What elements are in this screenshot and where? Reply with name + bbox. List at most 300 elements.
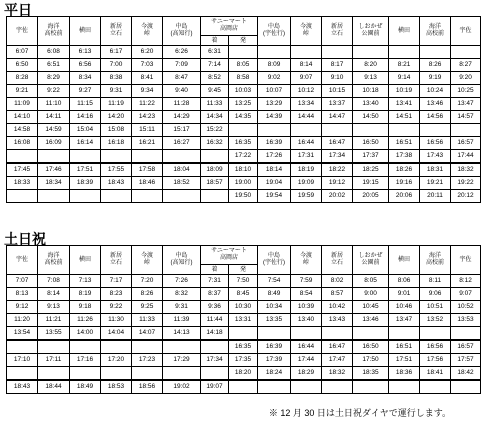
time-cell (132, 367, 163, 381)
time-cell: 17:22 (229, 150, 258, 164)
time-cell (229, 124, 258, 137)
time-cell: 19:54 (258, 190, 291, 203)
time-cell: 13:41 (389, 98, 420, 111)
column-header: 横田 (70, 17, 101, 46)
time-cell: 6:20 (132, 46, 163, 59)
table-row (7, 177, 481, 190)
time-cell: 17:51 (70, 163, 101, 177)
time-cell: 9:13 (353, 72, 389, 85)
time-cell: 8:17 (322, 59, 353, 72)
time-cell: 16:18 (101, 137, 132, 150)
time-cell: 13:47 (451, 98, 481, 111)
time-cell: 8:23 (101, 288, 132, 301)
time-cell: 13:46 (420, 98, 451, 111)
time-cell: 7:20 (132, 275, 163, 288)
time-cell (291, 380, 322, 394)
time-cell: 16:47 (322, 137, 353, 150)
time-cell: 8:45 (229, 288, 258, 301)
time-cell (451, 46, 481, 59)
time-cell: 10:42 (322, 301, 353, 314)
time-cell: 14:39 (258, 111, 291, 124)
time-cell: 7:26 (163, 275, 201, 288)
column-header: 中島 (宇佐行) (258, 17, 291, 46)
time-cell: 9:36 (201, 301, 229, 314)
table-row (7, 59, 481, 72)
time-cell: 9:22 (101, 301, 132, 314)
time-cell: 9:01 (389, 288, 420, 301)
time-cell: 8:20 (353, 59, 389, 72)
time-cell: 17:26 (258, 150, 291, 164)
time-cell: 7:13 (70, 275, 101, 288)
time-cell (420, 327, 451, 341)
time-cell: 7:00 (101, 59, 132, 72)
time-cell: 10:45 (353, 301, 389, 314)
time-cell: 8:26 (420, 59, 451, 72)
time-cell (70, 340, 101, 354)
time-cell: 9:31 (101, 85, 132, 98)
time-cell: 16:39 (258, 340, 291, 354)
column-header: 新居 立石 (322, 246, 353, 275)
time-cell: 7:07 (7, 275, 38, 288)
time-cell: 9:27 (70, 85, 101, 98)
time-cell: 17:43 (420, 150, 451, 164)
time-cell (38, 150, 70, 164)
arrive-header: 着 (201, 36, 229, 46)
time-cell: 10:07 (258, 85, 291, 98)
column-header: しおかぜ 公園前 (353, 246, 389, 275)
time-cell (322, 46, 353, 59)
time-cell: 18:29 (291, 367, 322, 381)
time-cell: 8:11 (420, 275, 451, 288)
column-header: 今渡 峠 (132, 246, 163, 275)
time-cell: 18:39 (70, 177, 101, 190)
time-cell: 14:18 (201, 327, 229, 341)
time-cell: 9:07 (451, 288, 481, 301)
time-cell (389, 46, 420, 59)
time-cell: 17:56 (420, 354, 451, 367)
time-cell: 15:22 (201, 124, 229, 137)
time-cell: 18:04 (163, 163, 201, 177)
time-cell: 11:28 (163, 98, 201, 111)
time-cell: 6:31 (201, 46, 229, 59)
table-row (7, 327, 481, 341)
time-cell: 17:23 (132, 354, 163, 367)
time-cell: 6:26 (163, 46, 201, 59)
table-row (7, 163, 481, 177)
table-row (7, 380, 481, 394)
time-cell (291, 124, 322, 137)
time-cell: 17:57 (451, 354, 481, 367)
column-header: 海洋 高校前 (420, 246, 451, 275)
time-cell (70, 367, 101, 381)
column-header: 新居 立石 (101, 246, 132, 275)
time-cell: 16:32 (201, 137, 229, 150)
time-cell: 8:02 (322, 275, 353, 288)
time-cell (291, 46, 322, 59)
time-cell: 16:39 (258, 137, 291, 150)
time-cell (38, 367, 70, 381)
time-cell: 13:40 (291, 314, 322, 327)
time-cell: 8:32 (163, 288, 201, 301)
time-cell: 8:06 (389, 275, 420, 288)
time-cell: 17:45 (7, 163, 38, 177)
time-cell: 18:57 (201, 177, 229, 190)
time-cell (38, 340, 70, 354)
time-cell: 14:35 (229, 111, 258, 124)
time-cell: 8:29 (38, 72, 70, 85)
time-cell: 17:10 (7, 354, 38, 367)
time-cell (132, 340, 163, 354)
column-header: 宇佐 (7, 246, 38, 275)
time-cell: 11:26 (70, 314, 101, 327)
time-cell: 13:31 (229, 314, 258, 327)
time-cell (353, 380, 389, 394)
time-cell: 13:43 (322, 314, 353, 327)
holiday-title: 土日祝 (4, 232, 46, 248)
time-cell: 9:10 (322, 72, 353, 85)
time-cell: 17:47 (322, 354, 353, 367)
time-cell: 7:54 (258, 275, 291, 288)
time-cell: 14:07 (132, 327, 163, 341)
time-cell: 17:39 (258, 354, 291, 367)
column-header: サニーマート 高岡店 (201, 246, 258, 265)
arrive-header: 着 (201, 265, 229, 275)
time-cell: 10:03 (229, 85, 258, 98)
time-cell: 17:20 (101, 354, 132, 367)
time-cell: 14:51 (389, 111, 420, 124)
time-cell: 17:50 (353, 354, 389, 367)
time-cell: 17:38 (389, 150, 420, 164)
time-cell: 8:13 (7, 288, 38, 301)
time-cell: 18:32 (322, 367, 353, 381)
time-cell: 11:20 (7, 314, 38, 327)
time-cell: 18:25 (353, 163, 389, 177)
time-cell: 6:13 (70, 46, 101, 59)
column-header: 宇佐 (7, 17, 38, 46)
column-header: 横田 (389, 17, 420, 46)
time-cell (451, 380, 481, 394)
time-cell (7, 367, 38, 381)
time-cell: 13:34 (291, 98, 322, 111)
table-row (7, 111, 481, 124)
table-row (7, 275, 481, 288)
time-cell: 18:53 (101, 380, 132, 394)
time-cell: 8:37 (201, 288, 229, 301)
column-header: 今渡 峠 (291, 17, 322, 46)
time-cell: 18:41 (420, 367, 451, 381)
column-header: 海洋 高校前 (38, 17, 70, 46)
time-cell: 9:07 (291, 72, 322, 85)
time-cell: 9:31 (163, 301, 201, 314)
time-cell: 11:15 (70, 98, 101, 111)
column-header: 海洋 高校前 (420, 17, 451, 46)
column-header: 新居 立石 (101, 17, 132, 46)
table-row (7, 190, 481, 203)
time-cell: 7:17 (101, 275, 132, 288)
time-cell: 13:35 (258, 314, 291, 327)
time-cell: 19:00 (229, 177, 258, 190)
table-row (7, 98, 481, 111)
table-row (7, 340, 481, 354)
time-cell (201, 340, 229, 354)
time-cell: 17:37 (353, 150, 389, 164)
time-cell (163, 367, 201, 381)
time-cell: 18:33 (7, 177, 38, 190)
time-cell: 13:46 (353, 314, 389, 327)
holiday-timetable (6, 245, 481, 394)
time-cell: 18:24 (258, 367, 291, 381)
time-cell: 17:51 (389, 354, 420, 367)
time-cell: 13:52 (420, 314, 451, 327)
time-cell: 18:19 (291, 163, 322, 177)
time-cell: 18:32 (451, 163, 481, 177)
time-cell (389, 380, 420, 394)
time-cell: 16:47 (322, 340, 353, 354)
column-header: 中島 (高知行) (163, 246, 201, 275)
time-cell: 10:12 (291, 85, 322, 98)
time-cell: 9:20 (451, 72, 481, 85)
time-cell: 14:56 (420, 111, 451, 124)
time-cell: 9:13 (38, 301, 70, 314)
table-row (7, 46, 481, 59)
time-cell (258, 327, 291, 341)
time-cell: 13:55 (38, 327, 70, 341)
time-cell: 17:34 (201, 354, 229, 367)
time-cell: 11:22 (132, 98, 163, 111)
time-cell: 7:08 (38, 275, 70, 288)
time-cell: 16:44 (291, 340, 322, 354)
time-cell (353, 124, 389, 137)
time-cell: 16:21 (132, 137, 163, 150)
time-cell: 18:14 (258, 163, 291, 177)
time-cell: 10:19 (389, 85, 420, 98)
time-cell: 16:35 (229, 340, 258, 354)
time-cell: 14:47 (322, 111, 353, 124)
time-cell: 20:12 (451, 190, 481, 203)
time-cell: 13:40 (353, 98, 389, 111)
time-cell: 16:09 (38, 137, 70, 150)
time-cell (322, 124, 353, 137)
time-cell: 19:50 (229, 190, 258, 203)
time-cell: 14:59 (38, 124, 70, 137)
column-header: 今渡 峠 (132, 17, 163, 46)
time-cell (389, 327, 420, 341)
time-cell: 19:09 (291, 177, 322, 190)
table-row (7, 354, 481, 367)
weekday-title: 平日 (4, 3, 32, 19)
column-header: 横田 (70, 246, 101, 275)
time-cell: 16:57 (451, 137, 481, 150)
time-cell: 13:29 (258, 98, 291, 111)
time-cell: 10:34 (258, 301, 291, 314)
time-cell: 9:02 (258, 72, 291, 85)
time-cell: 9:40 (163, 85, 201, 98)
time-cell (7, 340, 38, 354)
time-cell: 20:05 (353, 190, 389, 203)
time-cell: 8:52 (201, 72, 229, 85)
time-cell: 19:04 (258, 177, 291, 190)
time-cell: 14:04 (101, 327, 132, 341)
time-cell: 13:25 (229, 98, 258, 111)
time-cell: 10:30 (229, 301, 258, 314)
schedule-note: ※ 12 月 30 日は土日祝ダイヤで運行します。 (268, 408, 451, 418)
time-cell (258, 124, 291, 137)
time-cell (70, 190, 101, 203)
time-cell: 16:08 (7, 137, 38, 150)
time-cell (7, 150, 38, 164)
time-cell: 10:18 (353, 85, 389, 98)
time-cell: 15:08 (101, 124, 132, 137)
time-cell: 17:58 (132, 163, 163, 177)
time-cell: 11:09 (7, 98, 38, 111)
time-cell: 14:44 (291, 111, 322, 124)
time-cell: 14:57 (451, 111, 481, 124)
time-cell: 14:29 (163, 111, 201, 124)
table-row (7, 124, 481, 137)
column-header: 横田 (389, 246, 420, 275)
time-cell (389, 124, 420, 137)
table-row (7, 85, 481, 98)
time-cell: 15:11 (132, 124, 163, 137)
time-cell: 18:35 (353, 367, 389, 381)
time-cell: 7:14 (201, 59, 229, 72)
time-cell: 17:34 (322, 150, 353, 164)
time-cell (7, 190, 38, 203)
time-cell: 18:43 (101, 177, 132, 190)
time-cell (229, 46, 258, 59)
time-cell (451, 327, 481, 341)
time-cell: 16:44 (291, 137, 322, 150)
time-cell: 8:05 (353, 275, 389, 288)
time-cell: 17:44 (451, 150, 481, 164)
time-cell (132, 150, 163, 164)
time-cell: 13:53 (451, 314, 481, 327)
time-cell: 16:27 (163, 137, 201, 150)
time-cell: 18:42 (451, 367, 481, 381)
table-row (7, 314, 481, 327)
time-cell: 8:57 (322, 288, 353, 301)
time-cell: 14:34 (201, 111, 229, 124)
time-cell: 10:39 (291, 301, 322, 314)
column-header: 中島 (宇佐行) (258, 246, 291, 275)
time-cell: 16:56 (420, 137, 451, 150)
time-cell (163, 340, 201, 354)
column-header: 今渡 峠 (291, 246, 322, 275)
time-cell (322, 327, 353, 341)
time-cell: 10:52 (451, 301, 481, 314)
time-cell (353, 327, 389, 341)
time-cell (451, 124, 481, 137)
time-cell: 16:50 (353, 137, 389, 150)
time-cell (38, 190, 70, 203)
time-cell: 14:11 (38, 111, 70, 124)
time-cell: 19:15 (353, 177, 389, 190)
time-cell: 16:56 (420, 340, 451, 354)
depart-header: 発 (229, 265, 258, 275)
time-cell: 17:35 (229, 354, 258, 367)
time-cell: 16:51 (389, 340, 420, 354)
time-cell: 19:02 (163, 380, 201, 394)
time-cell: 14:50 (353, 111, 389, 124)
time-cell: 16:50 (353, 340, 389, 354)
time-cell: 9:21 (7, 85, 38, 98)
column-header: しおかぜ 公園前 (353, 17, 389, 46)
time-cell: 18:56 (132, 380, 163, 394)
time-cell: 6:50 (7, 59, 38, 72)
time-cell: 15:17 (163, 124, 201, 137)
time-cell: 10:15 (322, 85, 353, 98)
time-cell: 18:46 (132, 177, 163, 190)
time-cell (132, 190, 163, 203)
time-cell: 17:55 (101, 163, 132, 177)
time-cell (201, 190, 229, 203)
time-cell: 6:17 (101, 46, 132, 59)
time-cell: 11:33 (132, 314, 163, 327)
time-cell: 20:11 (420, 190, 451, 203)
time-cell: 9:19 (420, 72, 451, 85)
time-cell: 14:13 (163, 327, 201, 341)
time-cell: 6:51 (38, 59, 70, 72)
time-cell: 19:16 (389, 177, 420, 190)
time-cell: 18:43 (7, 380, 38, 394)
time-cell: 8:26 (132, 288, 163, 301)
time-cell: 16:51 (389, 137, 420, 150)
column-header: 新居 立石 (322, 17, 353, 46)
time-cell: 7:09 (163, 59, 201, 72)
time-cell: 16:14 (70, 137, 101, 150)
time-cell: 14:58 (7, 124, 38, 137)
weekday-timetable (6, 16, 481, 203)
time-cell: 10:24 (420, 85, 451, 98)
time-cell: 11:21 (38, 314, 70, 327)
time-cell: 13:54 (7, 327, 38, 341)
time-cell: 8:58 (229, 72, 258, 85)
time-cell: 14:00 (70, 327, 101, 341)
column-header: 宇佐 (451, 17, 481, 46)
time-cell: 20:06 (389, 190, 420, 203)
table-row (7, 72, 481, 85)
time-cell: 10:51 (420, 301, 451, 314)
time-cell (101, 340, 132, 354)
time-cell: 9:12 (7, 301, 38, 314)
time-cell (420, 380, 451, 394)
time-cell (101, 150, 132, 164)
table-row (7, 367, 481, 381)
time-cell (322, 380, 353, 394)
time-cell: 11:44 (201, 314, 229, 327)
time-cell: 18:34 (38, 177, 70, 190)
time-cell: 18:36 (389, 367, 420, 381)
time-cell: 17:31 (291, 150, 322, 164)
time-cell (101, 367, 132, 381)
time-cell: 8:12 (451, 275, 481, 288)
time-cell: 8:49 (258, 288, 291, 301)
time-cell: 18:09 (201, 163, 229, 177)
time-cell: 8:19 (70, 288, 101, 301)
time-cell: 6:56 (70, 59, 101, 72)
time-cell: 9:25 (132, 301, 163, 314)
time-cell (353, 46, 389, 59)
time-cell: 8:09 (258, 59, 291, 72)
time-cell (101, 190, 132, 203)
time-cell: 8:05 (229, 59, 258, 72)
time-cell: 13:37 (322, 98, 353, 111)
time-cell: 9:45 (201, 85, 229, 98)
time-cell: 9:00 (353, 288, 389, 301)
time-cell (291, 327, 322, 341)
time-cell: 18:44 (38, 380, 70, 394)
time-cell: 7:59 (291, 275, 322, 288)
